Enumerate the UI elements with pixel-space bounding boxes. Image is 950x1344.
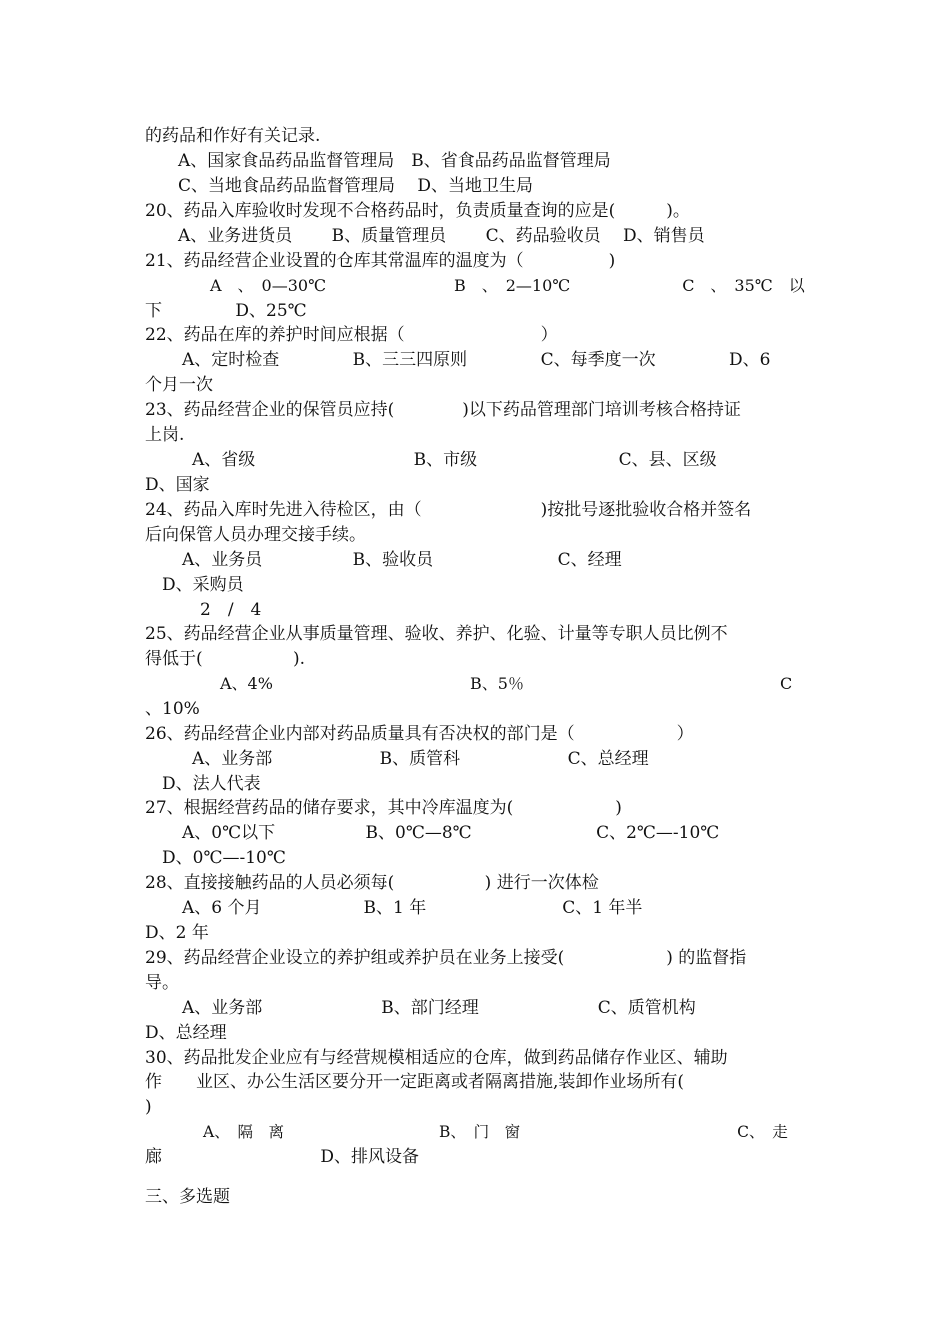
question-26: 26、药品经营企业内部对药品质量具有否决权的部门是（ ） bbox=[145, 724, 694, 744]
option-line: D、采购员 bbox=[162, 575, 244, 595]
question-20: 20、药品入库验收时发现不合格药品时，负责质量查询的应是( )。 bbox=[145, 201, 690, 221]
question-30-cont: ) bbox=[145, 1097, 152, 1117]
question-30-cont: 作 业区、办公生活区要分开一定距离或者隔离措施,装卸作业场所有( bbox=[145, 1072, 685, 1092]
option-line: A 、 0—30℃ B 、 2—10℃ C 、 35℃ 以 bbox=[210, 276, 805, 295]
question-30: 30、药品批发企业应有与经营规模相适应的仓库，做到药品储存作业区、辅助 bbox=[145, 1048, 728, 1068]
option-line: A、0℃以下 B、0℃—8℃ C、2℃—-10℃ bbox=[182, 823, 720, 843]
option-line: D、法人代表 bbox=[162, 774, 261, 794]
option-line: D、国家 bbox=[145, 475, 210, 495]
option-line: D、0℃—-10℃ bbox=[162, 848, 286, 868]
question-29: 29、药品经营企业设立的养护组或养护员在业务上接受( ) 的监督指 bbox=[145, 948, 747, 968]
option-line: A、业务员 B、验收员 C、经理 bbox=[182, 550, 622, 570]
option-line: A、业务部 B、部门经理 C、质管机构 bbox=[182, 998, 696, 1018]
option-line: 廊 D、排风设备 bbox=[145, 1147, 420, 1167]
option-line: C、当地食品药品监督管理局 D、当地卫生局 bbox=[178, 176, 534, 196]
option-line: 、10% bbox=[145, 699, 200, 719]
option-line: A、国家食品药品监督管理局 B、省食品药品监督管理局 bbox=[178, 151, 611, 171]
question-21: 21、药品经营企业设置的仓库其常温库的温度为（ ) bbox=[145, 251, 616, 271]
option-line: A、4% B、5％ C bbox=[220, 674, 793, 693]
question-24-cont: 后向保管人员办理交接手续。 bbox=[145, 525, 366, 545]
option-line: A、业务进货员 B、质量管理员 C、药品验收员 D、销售员 bbox=[178, 226, 705, 246]
option-line: D、总经理 bbox=[145, 1023, 227, 1043]
question-28: 28、直接接触药品的人员必须每( ) 进行一次体检 bbox=[145, 873, 599, 893]
section-heading: 三、多选题 bbox=[145, 1187, 230, 1207]
question-24: 24、药品入库时先进入待检区，由（ )按批号逐批验收合格并签名 bbox=[145, 500, 752, 520]
question-29-cont: 导。 bbox=[145, 973, 179, 993]
question-25-cont: 得低于( ). bbox=[145, 649, 306, 669]
question-23-cont: 上岗. bbox=[145, 425, 185, 445]
option-line: A、业务部 B、质管科 C、总经理 bbox=[192, 749, 649, 769]
option-line: 下 D、25℃ bbox=[145, 301, 307, 321]
text-line: 的药品和作好有关记录. bbox=[145, 126, 321, 146]
option-line: A、 隔 离 B、 门 窗 C、 走 bbox=[203, 1123, 788, 1141]
option-line: 个月一次 bbox=[145, 375, 213, 395]
option-line: D、2 年 bbox=[145, 923, 209, 943]
page-number: 2 / 4 bbox=[200, 600, 262, 620]
question-25: 25、药品经营企业从事质量管理、验收、养护、化验、计量等专职人员比例不 bbox=[145, 624, 728, 644]
question-27: 27、根据经营药品的储存要求，其中冷库温度为( ) bbox=[145, 798, 622, 818]
question-22: 22、药品在库的养护时间应根据（ ） bbox=[145, 325, 558, 345]
question-23: 23、药品经营企业的保管员应持( )以下药品管理部门培训考核合格持证 bbox=[145, 400, 741, 420]
option-line: A、定时检查 B、三三四原则 C、每季度一次 D、6 bbox=[182, 350, 771, 370]
option-line: A、6 个月 B、1 年 C、1 年半 bbox=[182, 898, 643, 918]
option-line: A、省级 B、市级 C、县、区级 bbox=[192, 450, 717, 470]
